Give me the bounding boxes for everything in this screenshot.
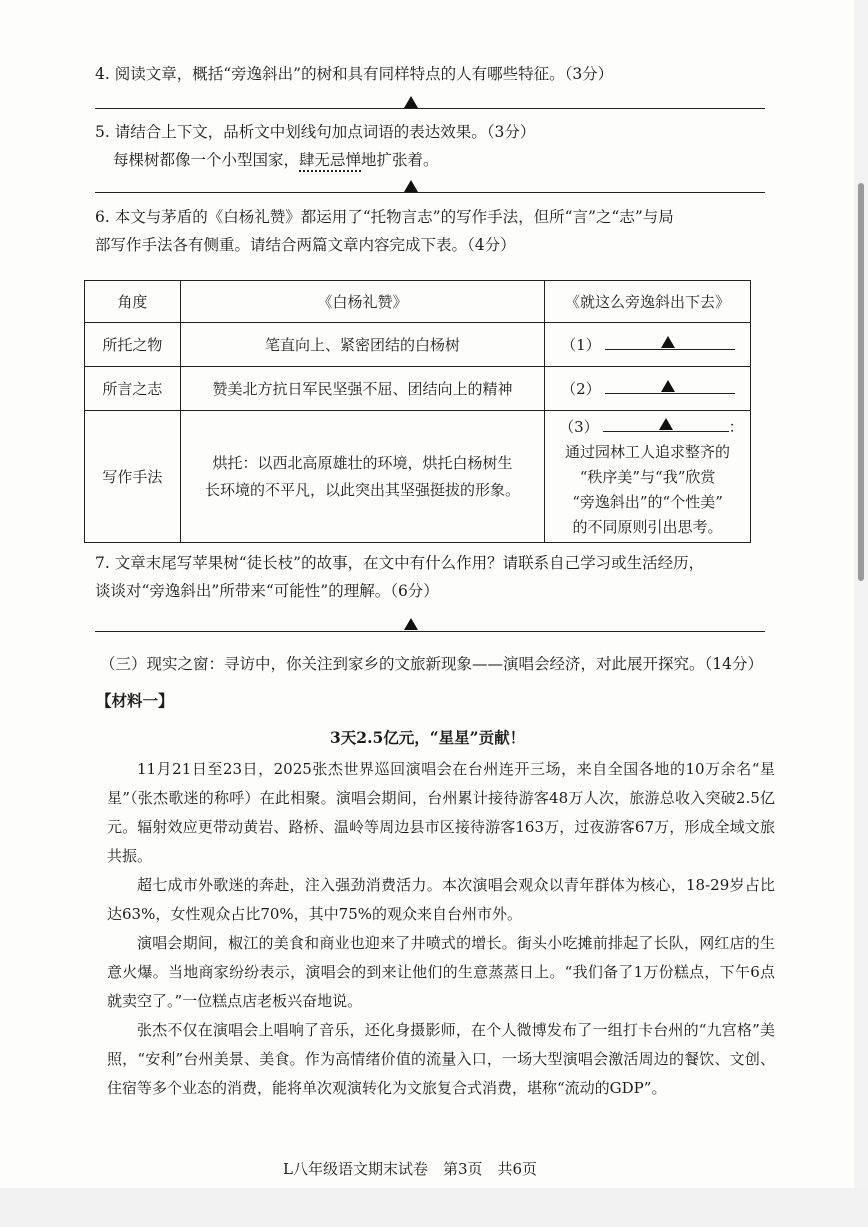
- table-header: 角度: [85, 281, 181, 323]
- question-7-line-2: 谈谈对“旁逸斜出”所带来“可能性”的理解。（6分）: [95, 582, 439, 600]
- table-row: [85, 411, 751, 543]
- blank-number: （3）: [559, 418, 599, 436]
- cell-line: 的不同原则引出思考。: [572, 518, 723, 536]
- question-7-line-1: 7. 文章末尾写苹果树“徒长枝”的故事，在文中有什么作用？请联系自己学习或生活经历，: [95, 554, 705, 572]
- question-4: 4. 阅读文章，概括“旁逸斜出”的树和具有同样特点的人有哪些特征。（3分）: [95, 65, 614, 83]
- question-6-line-1: 6. 本文与茅盾的《白杨礼赞》都运用了“托物言志”的写作手法，但所“言”之“志”与局: [95, 208, 674, 226]
- answer-marker-icon: [659, 418, 673, 430]
- table-row: [85, 323, 751, 367]
- table-cell: [545, 411, 751, 543]
- cell-line: “秩序美”与“我”欣赏: [579, 468, 716, 486]
- table-header-row: [85, 281, 751, 323]
- question-5: 5. 请结合上下文，品析文中划线句加点词语的表达效果。（3分）: [95, 123, 536, 141]
- q5-sentence: [113, 149, 439, 171]
- q5-dotted-words: 肆无忌惮: [299, 151, 361, 172]
- scrollbar[interactable]: [854, 0, 868, 1227]
- table-header: 《白杨礼赞》: [180, 281, 544, 323]
- comparison-table: [84, 280, 751, 543]
- q5-sentence-post: 地扩张着。: [361, 151, 439, 169]
- answer-blank: [605, 379, 735, 394]
- article-title: 3天2.5亿元，“星星”贡献！: [330, 728, 526, 747]
- cell-line: “旁逸斜出”的“个性美”: [572, 493, 723, 511]
- cell-line: 烘托：以西北高原雄壮的环境，烘托白杨树生: [212, 453, 513, 472]
- answer-line: [95, 192, 765, 193]
- section-3-heading: （三）现实之窗：寻访中，你关注到家乡的文旅新现象——演唱会经济，对此展开探究。（14分）: [100, 655, 763, 673]
- blank-3-line: [549, 415, 746, 440]
- table-row: [85, 367, 751, 411]
- blank-number: （2）: [561, 380, 601, 398]
- q5-sentence-pre: 每棵树都像一个小型国家，: [113, 151, 300, 169]
- answer-blank: [603, 417, 729, 432]
- page-footer: L八年级语文期末试卷 第3页 共6页: [283, 1160, 538, 1178]
- row-label: 写作手法: [85, 411, 181, 543]
- answer-marker-icon: [661, 336, 675, 348]
- answer-marker-icon: [404, 96, 418, 108]
- answer-blank-cell: [545, 367, 751, 411]
- answer-blank-cell: [545, 323, 751, 367]
- row-label: 所言之志: [85, 367, 181, 411]
- table-cell: [180, 411, 544, 543]
- table-header: 《就这么旁逸斜出下去》: [545, 281, 751, 323]
- bottom-bar: [0, 1188, 868, 1227]
- answer-marker-icon: [404, 180, 418, 192]
- paragraph-4: 张杰不仅在演唱会上唱响了音乐，还化身摄影师，在个人微博发布了一组打卡台州的“九宫格”美照，“安利”台州美景、美食。作为高情绪价值的流量入口，一场大型演唱会激活周边的餐饮、文创、住宿等多个业态的消费，能将单次观演转化为文旅复合式消费，堪称“流动的GDP”。: [107, 1021, 775, 1097]
- scrollbar-thumb[interactable]: [858, 183, 864, 581]
- answer-blank: [605, 335, 735, 350]
- paragraph-1: 11月21日至23日，2025张杰世界巡回演唱会在台州连开三场，来自全国各地的10万余名“星星”（张杰歌迷的称呼）在此相聚。演唱会期间，台州累计接待游客48万人次，旅游总收入突破2.5亿元。辐射效应更带动黄岩、路桥、温岭等周边县市区接待游客163万，过夜游客67万，形成全域文旅共振。: [107, 760, 775, 865]
- material-label: 【材料一】: [96, 691, 174, 710]
- row-label: 所托之物: [85, 323, 181, 367]
- question-6-line-2: 部写作手法各有侧重。请结合两篇文章内容完成下表。（4分）: [95, 236, 516, 254]
- cell-line: 长环境的不平凡，以此突出其坚强挺拔的形象。: [204, 480, 520, 499]
- answer-marker-icon: [661, 380, 675, 392]
- paragraph-3: 演唱会期间，椒江的美食和商业也迎来了井喷式的增长。街头小吃摊前排起了长队，网红店的生意火爆。当地商家纷纷表示，演唱会的到来让他们的生意蒸蒸日上。“我们备了1万份糕点，下午6点就卖空了。”一位糕点店老板兴奋地说。: [107, 934, 775, 1010]
- table-cell: 赞美北方抗日军民坚强不屈、团结向上的精神: [180, 367, 544, 411]
- cell-line: 通过园林工人追求整齐的: [565, 443, 731, 461]
- blank-tail: ：: [728, 418, 744, 436]
- blank-number: （1）: [561, 336, 601, 354]
- answer-line: [95, 631, 765, 632]
- answer-marker-icon: [404, 618, 418, 630]
- paragraph-2: 超七成市外歌迷的奔赴，注入强劲消费活力。本次演唱会观众以青年群体为核心，18-29岁占比达63%，女性观众占比70%，其中75%的观众来自台州市外。: [107, 876, 775, 923]
- table-cell: 笔直向上、紧密团结的白杨树: [180, 323, 544, 367]
- answer-line: [95, 108, 765, 109]
